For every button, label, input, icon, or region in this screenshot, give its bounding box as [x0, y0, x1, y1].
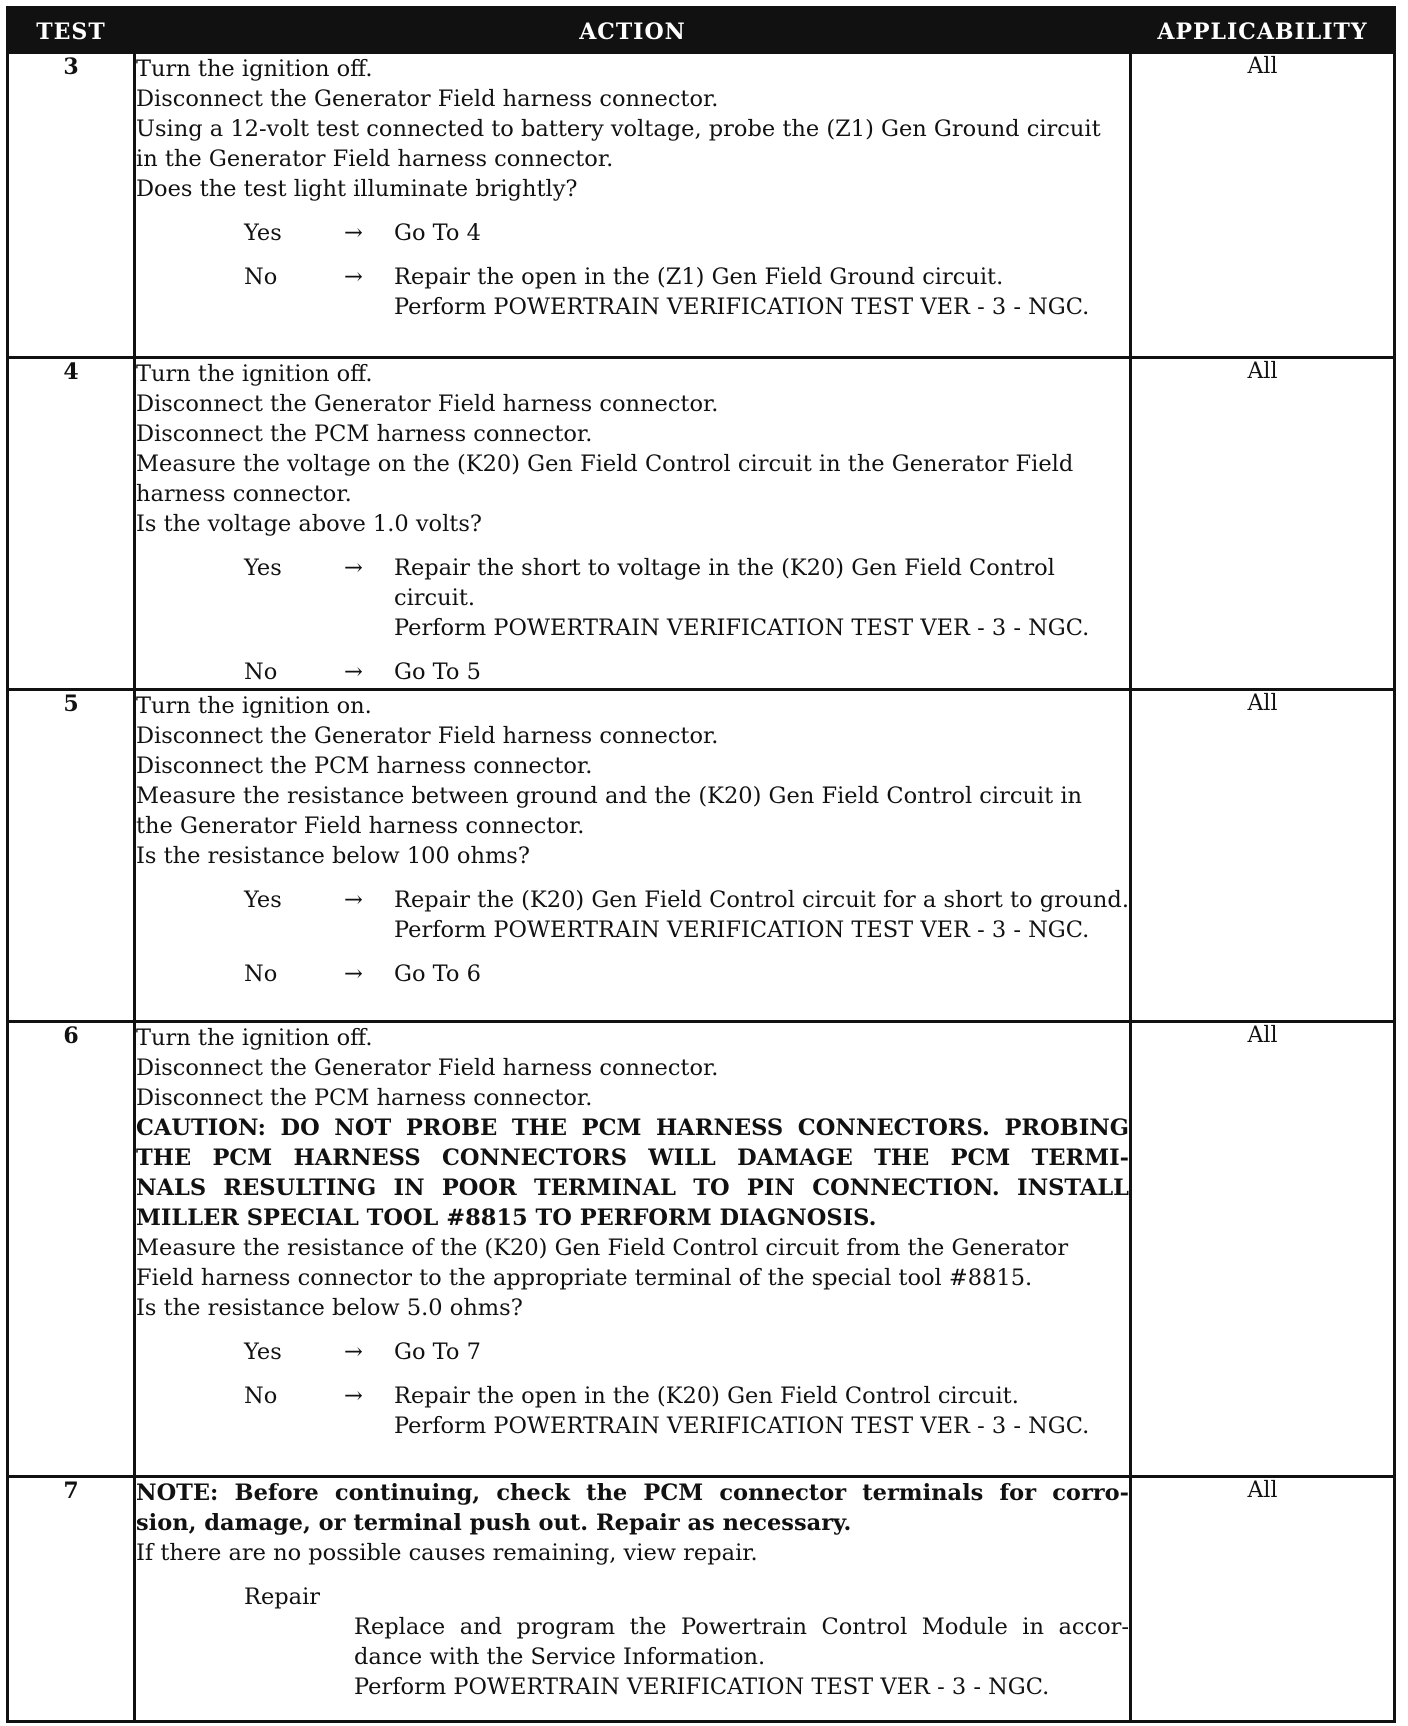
- action-line: Measure the voltage on the (K20) Gen Field Control circuit in the Generator Field: [136, 451, 1074, 477]
- note-line: sion, damage, or terminal push out. Repair as necessary.: [136, 1510, 852, 1536]
- action-line: Field harness connector to the appropriate terminal of the special tool #8815.: [136, 1265, 1033, 1291]
- action-cell: [135, 53, 1131, 358]
- header-action: ACTION: [135, 8, 1131, 53]
- action-line: harness connector.: [136, 481, 352, 507]
- result-line: Repair the short to voltage in the (K20) Gen Field Control circuit.: [394, 555, 1055, 611]
- repair-block: [136, 1582, 1129, 1702]
- result-line: Go To 6: [394, 961, 481, 987]
- action-line: Is the resistance below 5.0 ohms?: [136, 1295, 523, 1321]
- result-line: Go To 5: [394, 659, 481, 685]
- applicability-cell: All: [1131, 1477, 1395, 1722]
- yes-label: Yes: [244, 1339, 282, 1365]
- action-line: Turn the ignition off.: [136, 1025, 373, 1051]
- result-line: Go To 7: [394, 1339, 481, 1365]
- result-line: Repair the open in the (K20) Gen Field Control circuit.: [394, 1383, 1019, 1409]
- arrow-right-icon: →: [344, 659, 363, 685]
- result-line: Repair the (K20) Gen Field Control circuit for a short to ground.: [394, 887, 1129, 913]
- table-header-row: [8, 8, 1395, 53]
- no-label: No: [244, 659, 278, 685]
- arrow-right-icon: →: [344, 1383, 363, 1409]
- table-row: [8, 53, 1395, 358]
- caution-line: CAUTION: DO NOT PROBE THE PCM HARNESS CONNECTORS. PROBING: [136, 1115, 1129, 1141]
- applicability-cell: All: [1131, 358, 1395, 690]
- note-line: NOTE: Before continuing, check the PCM connector terminals for corro-: [136, 1480, 1129, 1506]
- action-line: Is the voltage above 1.0 volts?: [136, 511, 482, 537]
- action-line: Disconnect the PCM harness connector.: [136, 1085, 593, 1111]
- repair-line: Perform POWERTRAIN VERIFICATION TEST VER - 3 - NGC.: [354, 1674, 1050, 1700]
- table-row: [8, 358, 1395, 690]
- test-number: 7: [8, 1477, 135, 1722]
- action-line: Measure the resistance between ground and the (K20) Gen Field Control circuit in: [136, 783, 1083, 809]
- diagnostic-page: [6, 6, 1393, 1723]
- action-line: Turn the ignition off.: [136, 361, 373, 387]
- arrow-right-icon: →: [344, 961, 363, 987]
- no-label: No: [244, 264, 278, 290]
- arrow-right-icon: →: [344, 264, 363, 290]
- table-row: [8, 1477, 1395, 1722]
- yes-branch: [136, 553, 1129, 643]
- yes-result: [394, 1337, 1129, 1367]
- repair-body: [354, 1612, 1129, 1702]
- no-branch: [136, 262, 1129, 322]
- header-test: TEST: [8, 8, 135, 53]
- yes-label: Yes: [244, 887, 282, 913]
- no-result: [394, 959, 1129, 989]
- repair-line: dance with the Service Information.: [354, 1644, 766, 1670]
- action-line: Disconnect the Generator Field harness connector.: [136, 86, 719, 112]
- action-line: the Generator Field harness connector.: [136, 813, 585, 839]
- yes-label: Yes: [244, 555, 282, 581]
- action-line: Disconnect the PCM harness connector.: [136, 753, 593, 779]
- result-line: Go To 4: [394, 220, 481, 246]
- arrow-right-icon: →: [344, 555, 363, 581]
- no-result: [394, 262, 1129, 322]
- action-line: Does the test light illuminate brightly?: [136, 176, 578, 202]
- result-line: Perform POWERTRAIN VERIFICATION TEST VER - 3 - NGC.: [394, 917, 1090, 943]
- no-label: No: [244, 961, 278, 987]
- yes-result: [394, 218, 1129, 248]
- test-number: 5: [8, 690, 135, 1022]
- arrow-right-icon: →: [344, 1339, 363, 1365]
- yes-result: [394, 885, 1129, 945]
- test-number: 4: [8, 358, 135, 690]
- no-branch: [136, 657, 1129, 687]
- action-line: Disconnect the Generator Field harness connector.: [136, 391, 719, 417]
- action-line: Turn the ignition on.: [136, 693, 372, 719]
- yes-label: Yes: [244, 220, 282, 246]
- test-number: 3: [8, 53, 135, 358]
- no-result: [394, 1381, 1129, 1441]
- repair-line: Replace and program the Powertrain Control Module in accor-: [354, 1614, 1129, 1640]
- diagnostic-table: [6, 6, 1396, 1723]
- caution-line: THE PCM HARNESS CONNECTORS WILL DAMAGE THE PCM TERMI-: [136, 1145, 1129, 1171]
- no-branch: [136, 959, 1129, 989]
- action-line: Using a 12-volt test connected to battery voltage, probe the (Z1) Gen Ground circuit: [136, 116, 1101, 142]
- applicability-cell: All: [1131, 53, 1395, 358]
- caution-line: MILLER SPECIAL TOOL #8815 TO PERFORM DIAGNOSIS.: [136, 1205, 877, 1231]
- yes-result: [394, 553, 1129, 643]
- yes-branch: [136, 218, 1129, 248]
- caution-line: NALS RESULTING IN POOR TERMINAL TO PIN CONNECTION. INSTALL: [136, 1175, 1129, 1201]
- action-line: Turn the ignition off.: [136, 56, 373, 82]
- header-applicability: APPLICABILITY: [1131, 8, 1395, 53]
- no-label: No: [244, 1383, 278, 1409]
- action-cell: [135, 690, 1131, 1022]
- result-line: Repair the open in the (Z1) Gen Field Ground circuit.: [394, 264, 1004, 290]
- applicability-cell: All: [1131, 1022, 1395, 1477]
- action-line: If there are no possible causes remaining, view repair.: [136, 1540, 758, 1566]
- action-line: Is the resistance below 100 ohms?: [136, 843, 530, 869]
- table-row: [8, 690, 1395, 1022]
- no-result: [394, 657, 1129, 687]
- arrow-right-icon: →: [344, 887, 363, 913]
- action-line: in the Generator Field harness connector.: [136, 146, 614, 172]
- action-line: Disconnect the Generator Field harness connector.: [136, 723, 719, 749]
- action-cell: [135, 1022, 1131, 1477]
- result-line: Perform POWERTRAIN VERIFICATION TEST VER - 3 - NGC.: [394, 294, 1090, 320]
- action-line: Measure the resistance of the (K20) Gen Field Control circuit from the Generator: [136, 1235, 1069, 1261]
- action-cell: [135, 1477, 1131, 1722]
- applicability-cell: All: [1131, 690, 1395, 1022]
- result-line: Perform POWERTRAIN VERIFICATION TEST VER - 3 - NGC.: [394, 1413, 1090, 1439]
- test-number: 6: [8, 1022, 135, 1477]
- repair-label: Repair: [244, 1584, 321, 1610]
- arrow-right-icon: →: [344, 220, 363, 246]
- yes-branch: [136, 1337, 1129, 1367]
- no-branch: [136, 1381, 1129, 1441]
- result-line: Perform POWERTRAIN VERIFICATION TEST VER - 3 - NGC.: [394, 615, 1090, 641]
- yes-branch: [136, 885, 1129, 945]
- action-cell: [135, 358, 1131, 690]
- action-line: Disconnect the Generator Field harness connector.: [136, 1055, 719, 1081]
- table-row: [8, 1022, 1395, 1477]
- action-line: Disconnect the PCM harness connector.: [136, 421, 593, 447]
